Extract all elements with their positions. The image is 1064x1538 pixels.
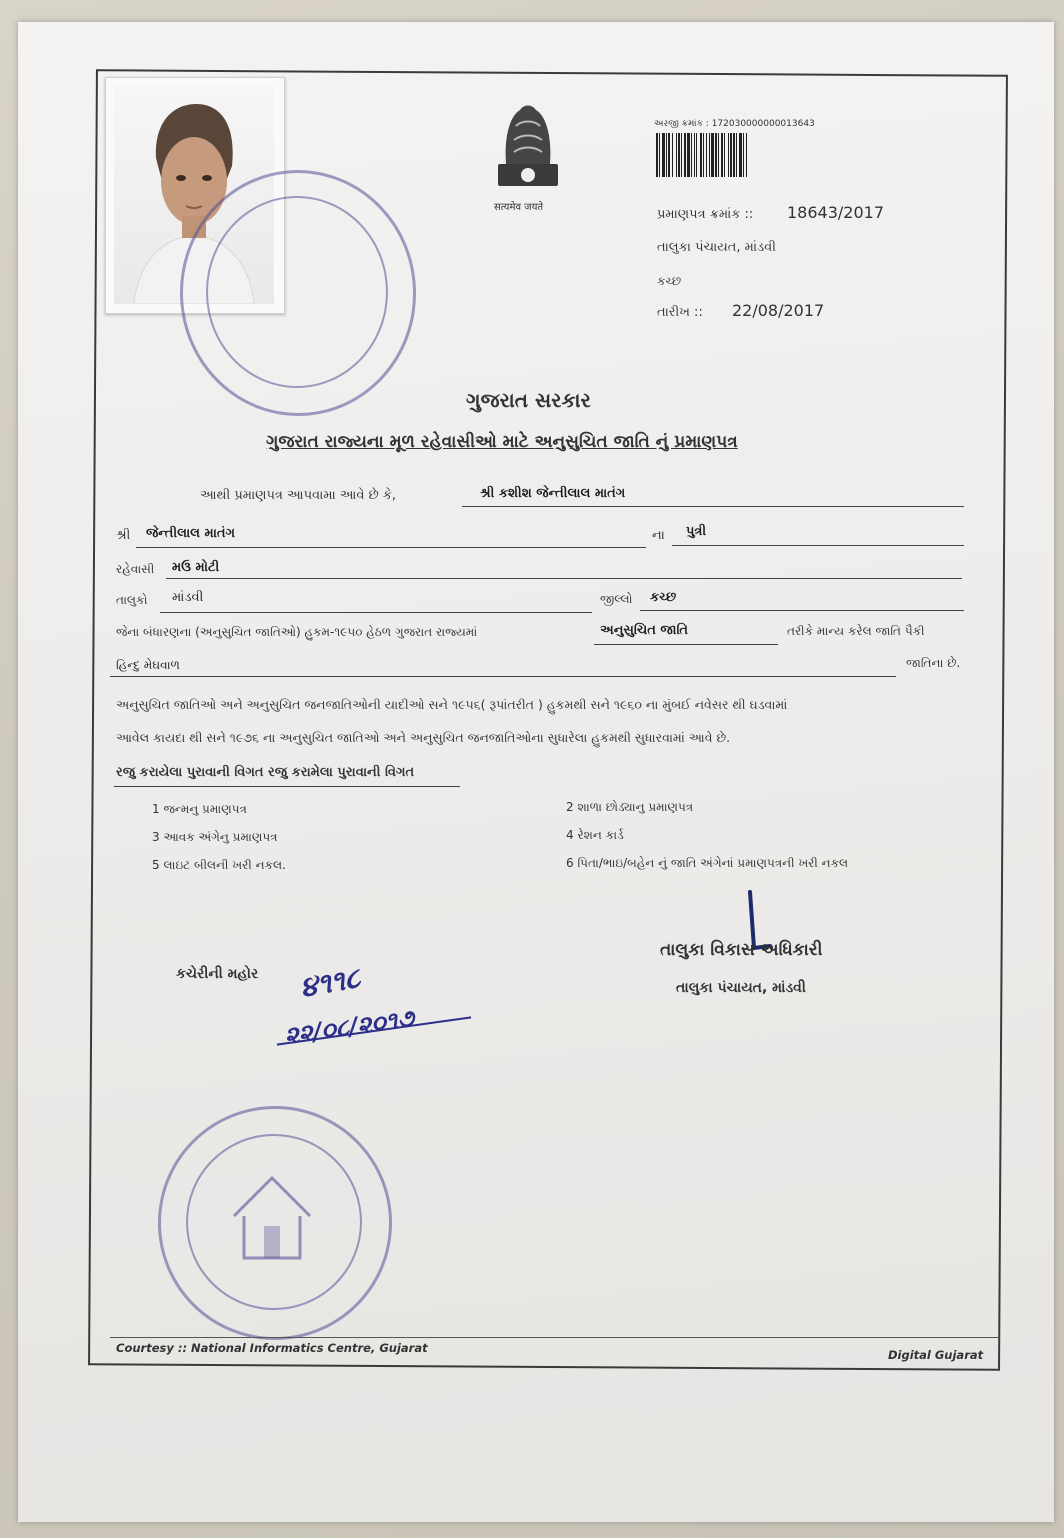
- parent-name: જેન્તીલાલ માતંગ: [146, 526, 235, 541]
- relation: પુત્રી: [686, 524, 707, 539]
- footer-brand: Digital Gujarat: [888, 1348, 984, 1362]
- caste-line: [110, 676, 896, 677]
- applicant-name: શ્રી કશીશ જેન્તીલાલ માતંગ: [480, 486, 626, 501]
- na-label: ના: [652, 528, 665, 543]
- taluka-line: [160, 612, 592, 613]
- evidence-item: 5 લાઇટ બીલની ખરી નકલ.: [152, 858, 286, 872]
- footer-courtesy: Courtesy :: National Informatics Centre, Gujarat: [116, 1341, 428, 1355]
- caste: હિન્દુ મેઘવાળ: [116, 658, 180, 672]
- applicant-name-line: [462, 506, 964, 507]
- footer-divider: [110, 1337, 998, 1338]
- evidence-item: 2 શાળા છોડ્યાનુ પ્રમાણપત્ર: [566, 800, 694, 814]
- recognized-text: તરીકે માન્ય કરેલ જાતિ પૈકી: [787, 624, 925, 638]
- order-text: જેના બંધારણના (અનુસુચિત જાતિઓ) હુકમ-૧૯૫૦ હેઠળ ગુજરાત રાજ્યમાં: [116, 625, 478, 639]
- evidence-heading-underline: [114, 786, 460, 787]
- evidence-heading: રજુ કરાયેલા પુરાવાની વિગત રજુ કરામેલા પુરાવાની વિગત: [116, 765, 415, 780]
- legal-paragraph-line-1: અનુસુચિત જાતિઓ અને અનુસુચિત જનજાતિઓની યાદીઓ સને ૧૯૫૬( રૂપાંતરીત ) હુકમથી સને ૧૯૬૦ ના મુંબઈ નવેસર થી ઘડવામાં: [116, 697, 788, 712]
- evidence-item: 1 જન્મનુ પ્રમાણપત્ર: [152, 802, 247, 816]
- caste-suffix: જાતિના છે.: [906, 656, 961, 670]
- shri-label: શ્રી: [116, 528, 131, 543]
- taluka-label: તાલુકો: [116, 593, 148, 607]
- certificate-number-label: પ્રમાણપત્ર ક્રમાંક ::: [657, 207, 754, 222]
- office-stamp-upper-inner: [206, 196, 388, 388]
- date-label: તારીખ ::: [657, 305, 703, 320]
- category-line: [594, 644, 778, 645]
- district-line: [640, 610, 964, 611]
- category: અનુસુચિત જાતિ: [600, 623, 689, 638]
- national-emblem-icon: [488, 96, 568, 196]
- office-seal-label: કચેરીની મહોર: [176, 966, 259, 982]
- handwritten-number: ૪૧૧૮: [297, 961, 363, 1004]
- office-stamp-building-icon: [224, 1160, 320, 1270]
- village-line: [166, 578, 962, 579]
- handwritten-date: ૨૨/૦૮/૨૦૧૭: [282, 1003, 416, 1050]
- barcode-bar: [747, 133, 748, 177]
- header-office: તાલુકા પંચાયત, માંડવી: [657, 240, 776, 255]
- parent-name-line: [136, 547, 646, 548]
- legal-paragraph-line-2: આવેલ કાયદા થી સને ૧૯૭૬ ના અનુસુચિત જાતિઓ અને અનુસુચિત જનજાતિઓના સુધારેલા હુકમથી સુધારવામાં આવે છે.: [116, 730, 731, 745]
- issue-date: 22/08/2017: [732, 301, 825, 320]
- relation-line: [672, 545, 964, 546]
- officer-title: તાલુકા વિકાસ અધિકારી: [660, 940, 823, 960]
- certificate-number: 18643/2017: [787, 203, 885, 222]
- officer-office: તાલુકા પંચાયત, માંડવી: [676, 980, 806, 996]
- evidence-item: 6 પિતા/ભાઇ/બહેન નું જાતિ અંગેનાં પ્રમાણપત્રની ખરી નકલ: [566, 856, 849, 870]
- intro-text: આથી પ્રમાણપત્ર આપવામા આવે છે કે,: [200, 488, 397, 503]
- barcode: [656, 133, 852, 177]
- district: કચ્છ: [650, 590, 677, 605]
- evidence-item: 4 રેશન કાર્ડ: [566, 828, 624, 842]
- taluka: માંડવી: [172, 590, 204, 605]
- district-label: જીલ્લો: [600, 592, 633, 606]
- government-title: ગુજરાત સરકાર: [466, 388, 591, 412]
- village: મઉ મોટી: [172, 560, 220, 575]
- evidence-item: 3 આવક અંગેનુ પ્રમાણપત્ર: [152, 830, 278, 844]
- header-district: કચ્છ: [657, 274, 682, 288]
- resident-label: રહેવાસી: [116, 562, 155, 576]
- emblem-motto: सत्यमेव जयते: [494, 202, 544, 213]
- application-number: અરજી ક્રમાંક : 172030000000013643: [654, 119, 815, 129]
- certificate-title: ગુજરાત રાજ્યના મૂળ રહેવાસીઓ માટે અનુસુચિત જાતિ નું પ્રમાણપત્ર: [266, 432, 738, 452]
